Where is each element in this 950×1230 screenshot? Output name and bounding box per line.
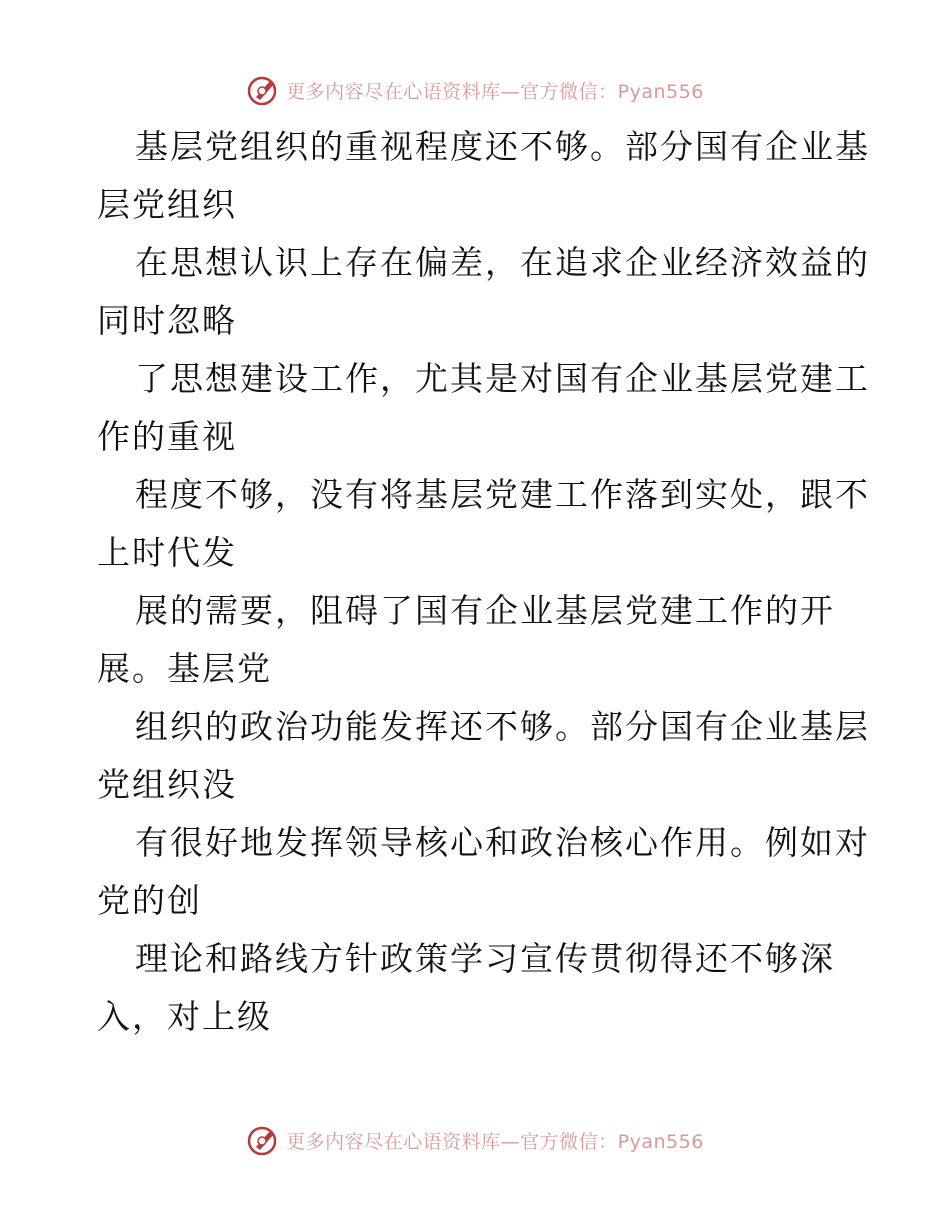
footer-banner: [0, 1118, 950, 1162]
red-pen-logo-icon: [246, 1123, 280, 1157]
header-banner-text: 更多内容尽在心语资料库—官方微信：Pyan556: [286, 80, 704, 103]
body-line: 有很好地发挥领导核心和政治核心作用。例如对: [135, 823, 870, 862]
body-line: 程度不够，没有将基层党建工作落到实处，跟不: [135, 475, 870, 514]
body-line: 展的需要，阻碍了国有企业基层党建工作的开: [135, 591, 835, 630]
body-line: 层党组织: [97, 185, 237, 224]
body-line: 基层党组织的重视程度还不够。部分国有企业基: [135, 127, 870, 166]
header-banner: [0, 68, 950, 112]
body-line: 展。基层党: [97, 649, 272, 688]
body-line: 理论和路线方针政策学习宣传贯彻得还不够深: [135, 939, 835, 978]
body-line: 了思想建设工作，尤其是对国有企业基层党建工: [135, 359, 870, 398]
body-line: 作的重视: [97, 417, 237, 456]
body-line: 党的创: [97, 881, 202, 920]
body-line: 在思想认识上存在偏差，在追求企业经济效益的: [135, 243, 870, 282]
body-line: 组织的政治功能发挥还不够。部分国有企业基层: [135, 707, 870, 746]
red-pen-logo-icon: [246, 73, 280, 107]
document-body: [97, 118, 877, 1046]
body-line: 入，对上级: [97, 997, 272, 1036]
body-line: 党组织没: [97, 765, 237, 804]
body-line: 上时代发: [97, 533, 237, 572]
footer-banner-text: 更多内容尽在心语资料库—官方微信：Pyan556: [286, 1130, 704, 1153]
body-line: 同时忽略: [97, 301, 237, 340]
